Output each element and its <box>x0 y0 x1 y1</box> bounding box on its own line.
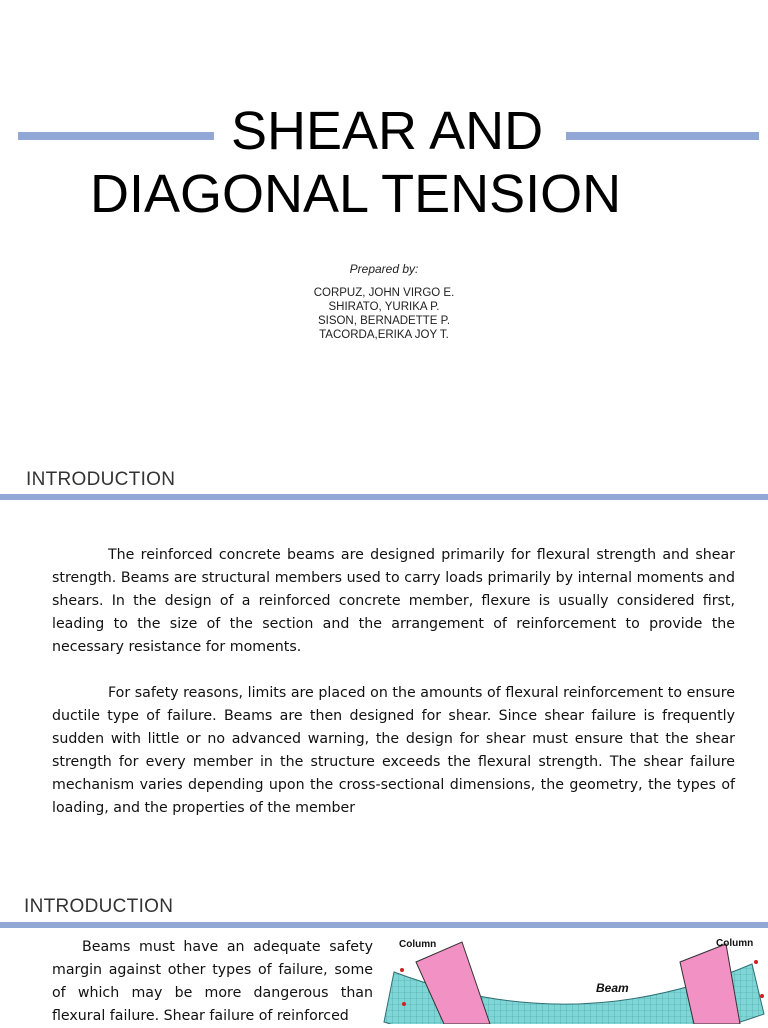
title-rule-right <box>566 132 759 140</box>
section-rule <box>0 922 768 928</box>
section-rule <box>0 494 768 500</box>
section-heading: INTRODUCTION <box>24 896 174 917</box>
section-heading: INTRODUCTION <box>26 469 176 490</box>
author-name: SISON, BERNADETTE P. <box>317 315 451 327</box>
intro-text <box>52 544 735 820</box>
author-name: CORPUZ, JOHN VIRGO E. <box>313 287 455 299</box>
column-left-label: Column <box>399 939 437 950</box>
author-name: SHIRATO, YURIKA P. <box>328 301 440 313</box>
prepared-by-label: Prepared by: <box>349 262 419 276</box>
title-line-2: DIAGONAL TENSION <box>90 164 622 224</box>
author-name: TACORDA,ERIKA JOY T. <box>319 329 449 341</box>
support-marker <box>402 1002 406 1006</box>
beam-label: Beam <box>596 981 629 995</box>
author-list <box>0 286 768 342</box>
title-rule-left <box>18 132 214 140</box>
title-line-1: SHEAR AND <box>231 101 544 161</box>
support-marker <box>400 968 404 972</box>
paragraph: The reinforced concrete beams are designed primarily for flexural strength and shear strength. Beams are structural members used to carry loads primarily by internal moments and shears. In the design of a reinforced concrete member, flexure is usually considered first, leading to the size of the section and the arrangement of reinforcement to provide the necessary resistance for moments. <box>52 547 735 655</box>
support-marker <box>760 994 764 998</box>
column-right-label: Column <box>716 938 754 949</box>
support-marker <box>754 960 758 964</box>
beam-diagram <box>380 932 768 1024</box>
paragraph: For safety reasons, limits are placed on the amounts of flexural reinforcement to ensure ductile type of failure. Beams are then designed for shear. Since shear failure is frequently sudden with little or no advanced warning, the design for shear must ensure that the shear strength for every member in the structure exceeds the flexural strength. The shear failure mechanism varies depending upon the cross-sectional dimensions, the geometry, the types of loading, and the properties of the member <box>52 685 735 816</box>
intro-text <box>52 936 373 1028</box>
paragraph: Beams must have an adequate safety margin against other types of failure, some of which may be more dangerous than flexural failure. Shear failure of reinforced <box>52 939 373 1024</box>
